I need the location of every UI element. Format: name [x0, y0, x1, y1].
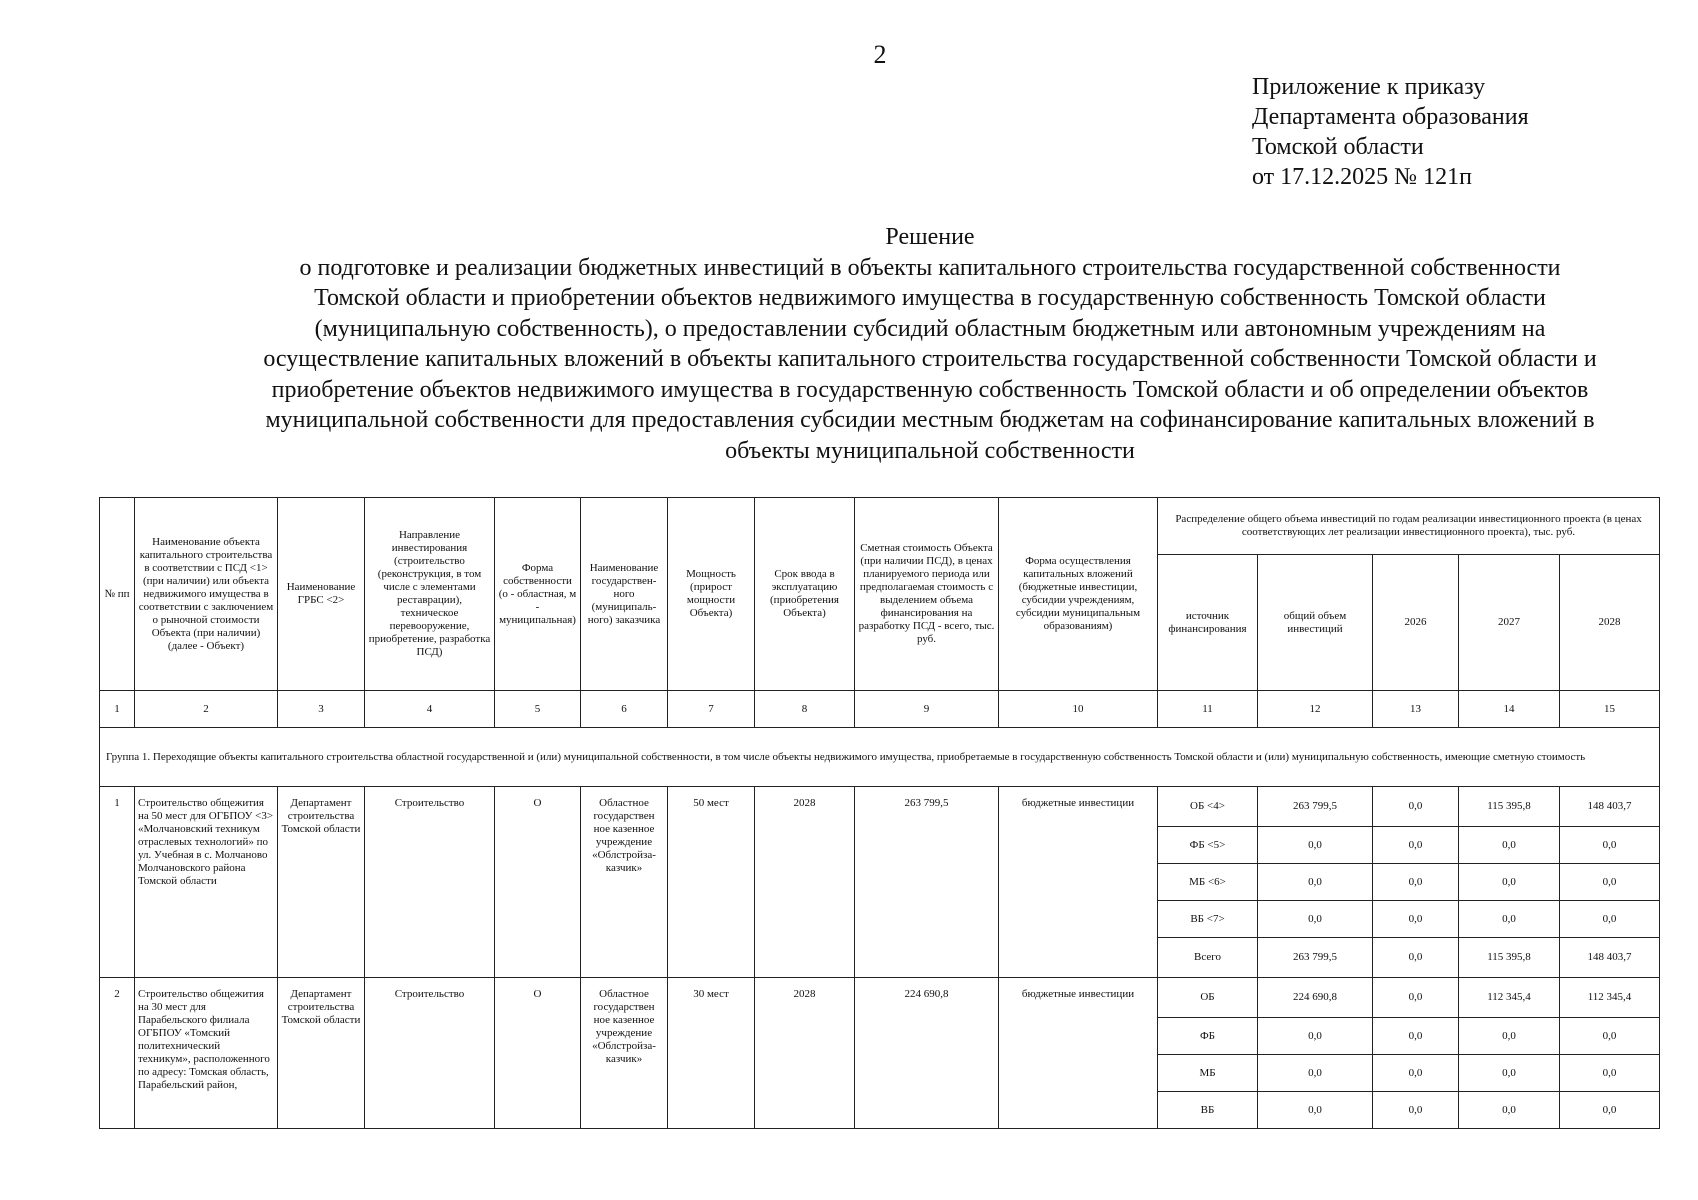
header-total: общий объем инвестиций — [1258, 555, 1373, 691]
column-number: 10 — [999, 691, 1158, 728]
source-cell: ФБ <5> — [1158, 827, 1258, 864]
appendix-line: Департамента образования — [1252, 104, 1529, 130]
header-object-name: Наименование объекта капитального строительства в соответствии с ПСД <1> (при наличии) или объекта недвижимого имущества в соответствии с заключением о рыночной стоимости Объекта (при наличии) (далее - Объект) — [135, 498, 278, 691]
header-year-2026: 2026 — [1373, 555, 1459, 691]
appendix-block — [1252, 72, 1529, 192]
column-number: 15 — [1560, 691, 1660, 728]
total-cell: 263 799,5 — [1258, 938, 1373, 978]
year-2027-cell: 115 395,8 — [1459, 938, 1560, 978]
row-ownership: О — [495, 787, 581, 978]
page-number: 2 — [873, 40, 887, 69]
row-object-name: Строительство общежития на 50 мест для ОГБПОУ <3> «Молчановский техникум отраслевых технологий» по ул. Учебная в с. Молчаново Молчановского района Томской области — [135, 787, 278, 978]
title-line: приобретение объектов недвижимого имущества в государственную собственность Томской области и об определении объектов — [271, 376, 1589, 403]
total-cell: 224 690,8 — [1258, 978, 1373, 1018]
column-number: 1 — [100, 691, 135, 728]
title-line: осуществление капитальных вложений в объекты капитального строительства государственной собственности Томской области и — [263, 346, 1597, 372]
year-2027-cell: 0,0 — [1459, 827, 1560, 864]
header-year-2027: 2027 — [1459, 555, 1560, 691]
year-2028-cell: 0,0 — [1560, 864, 1660, 901]
year-2026-cell: 0,0 — [1373, 901, 1459, 938]
year-2026-cell: 0,0 — [1373, 978, 1459, 1018]
total-cell: 263 799,5 — [1258, 787, 1373, 827]
year-2026-cell: 0,0 — [1373, 864, 1459, 901]
row-term: 2028 — [755, 978, 855, 1129]
source-cell: ВБ <7> — [1158, 901, 1258, 938]
year-2028-cell: 0,0 — [1560, 1055, 1660, 1092]
header-distribution: Распределение общего объема инвестиций по годам реализации инвестиционного проекта (в ценах соответствующих лет реализации инвестиционного проекта), тыс. руб. — [1158, 498, 1660, 555]
year-2027-cell: 112 345,4 — [1459, 978, 1560, 1018]
row-capacity: 30 мест — [668, 978, 755, 1129]
appendix-line: Приложение к приказу — [1252, 74, 1486, 100]
header-year-2028: 2028 — [1560, 555, 1660, 691]
row-customer: Областное государствен ное казенное учреждение «Облстройза-казчик» — [581, 787, 668, 978]
row-object-name: Строительство общежития на 30 мест для Парабельского филиала ОГБПОУ «Томский политехнический техникум», расположенного по адресу: Томская область, Парабельский район, — [135, 978, 278, 1129]
year-2027-cell: 0,0 — [1459, 901, 1560, 938]
column-number: 8 — [755, 691, 855, 728]
total-cell: 0,0 — [1258, 1018, 1373, 1055]
year-2028-cell: 0,0 — [1560, 1092, 1660, 1129]
investment-table — [99, 497, 1660, 1129]
year-2027-cell: 0,0 — [1459, 1092, 1560, 1129]
year-2026-cell: 0,0 — [1373, 1055, 1459, 1092]
header-customer: Наименование государствен-ного (муниципаль-ного) заказчика — [581, 498, 668, 691]
year-2028-cell: 0,0 — [1560, 901, 1660, 938]
year-2028-cell: 0,0 — [1560, 1018, 1660, 1055]
year-2026-cell: 0,0 — [1373, 1092, 1459, 1129]
header-term: Срок ввода в эксплуатацию (приобретения Объекта) — [755, 498, 855, 691]
source-cell: МБ <6> — [1158, 864, 1258, 901]
column-number: 3 — [278, 691, 365, 728]
year-2026-cell: 0,0 — [1373, 938, 1459, 978]
row-direction: Строительство — [365, 978, 495, 1129]
header-form: Форма осуществления капитальных вложений (бюджетные инвестиции, субсидии учреждениям, субсидии муниципальным образованиям) — [999, 498, 1158, 691]
year-2027-cell: 0,0 — [1459, 1055, 1560, 1092]
year-2026-cell: 0,0 — [1373, 827, 1459, 864]
year-2028-cell: 112 345,4 — [1560, 978, 1660, 1018]
source-cell: ОБ <4> — [1158, 787, 1258, 827]
column-number: 2 — [135, 691, 278, 728]
row-grbs: Департамент строительства Томской области — [278, 978, 365, 1129]
column-number: 9 — [855, 691, 999, 728]
column-number: 5 — [495, 691, 581, 728]
total-cell: 0,0 — [1258, 864, 1373, 901]
row-num: 1 — [100, 787, 135, 978]
row-cost: 224 690,8 — [855, 978, 999, 1129]
column-number: 7 — [668, 691, 755, 728]
year-2026-cell: 0,0 — [1373, 787, 1459, 827]
total-cell: 0,0 — [1258, 1092, 1373, 1129]
source-cell: ВБ — [1158, 1092, 1258, 1129]
table-row — [100, 978, 1660, 1018]
header-source: источник финансирования — [1158, 555, 1258, 691]
row-grbs: Департамент строительства Томской области — [278, 787, 365, 978]
column-number-row — [100, 691, 1660, 728]
table-row — [100, 787, 1660, 827]
total-cell: 0,0 — [1258, 901, 1373, 938]
row-term: 2028 — [755, 787, 855, 978]
title-line: Томской области и приобретении объектов недвижимого имущества в государственную собственность Томской области — [314, 285, 1546, 311]
year-2027-cell: 0,0 — [1459, 1018, 1560, 1055]
title-line: объекты муниципальной собственности — [725, 437, 1135, 464]
source-cell: Всего — [1158, 938, 1258, 978]
title-line: муниципальной собственности для предоставления субсидии местным бюджетам на софинансирование капитальных вложений в — [265, 407, 1595, 433]
group-title: Группа 1. Переходящие объекты капитального строительства областной государственной и (или) муниципальной собственности, в том числе объекты недвижимого имущества, приобретаемые в государственную собственность Томской области и (или) муниципальную собственность, имеющие сметную стоимость — [100, 728, 1660, 787]
row-direction: Строительство — [365, 787, 495, 978]
year-2028-cell: 148 403,7 — [1560, 938, 1660, 978]
header-cost: Сметная стоимость Объекта (при наличии ПСД), в ценах планируемого периода или предполагаемая стоимость с выделением объема финансирования на разработку ПСД - всего, тыс. руб. — [855, 498, 999, 691]
row-num: 2 — [100, 978, 135, 1129]
column-number: 13 — [1373, 691, 1459, 728]
column-number: 4 — [365, 691, 495, 728]
group-row — [100, 728, 1660, 787]
source-cell: ОБ — [1158, 978, 1258, 1018]
title-line: о подготовке и реализации бюджетных инвестиций в объекты капитального строительства государственной собственности — [299, 254, 1561, 281]
total-cell: 0,0 — [1258, 827, 1373, 864]
row-customer: Областное государствен ное казенное учреждение «Облстройза-казчик» — [581, 978, 668, 1129]
document-title — [150, 222, 1698, 466]
row-capacity: 50 мест — [668, 787, 755, 978]
title-line: (муниципальную собственность), о предоставлении субсидий областным бюджетным или автономным учреждениям на — [314, 315, 1546, 342]
row-form: бюджетные инвестиции — [999, 787, 1158, 978]
header-capacity: Мощность (прирост мощности Объекта) — [668, 498, 755, 691]
appendix-line: Томской области — [1252, 134, 1424, 160]
header-num: № пп — [100, 498, 135, 691]
header-ownership: Форма собственности (о - областная, м - муниципальная) — [495, 498, 581, 691]
column-number: 6 — [581, 691, 668, 728]
appendix-date-number: от 17.12.2025 № 121п — [1252, 164, 1472, 190]
column-number: 12 — [1258, 691, 1373, 728]
row-form: бюджетные инвестиции — [999, 978, 1158, 1129]
column-number: 11 — [1158, 691, 1258, 728]
title-heading: Решение — [885, 224, 975, 250]
header-grbs: Наименование ГРБС <2> — [278, 498, 365, 691]
year-2027-cell: 0,0 — [1459, 864, 1560, 901]
year-2028-cell: 0,0 — [1560, 827, 1660, 864]
year-2026-cell: 0,0 — [1373, 1018, 1459, 1055]
year-2028-cell: 148 403,7 — [1560, 787, 1660, 827]
column-number: 14 — [1459, 691, 1560, 728]
year-2027-cell: 115 395,8 — [1459, 787, 1560, 827]
row-cost: 263 799,5 — [855, 787, 999, 978]
row-ownership: О — [495, 978, 581, 1129]
header-direction: Направление инвестирования (строительство (реконструкция, в том числе с элементами реставрации), техническое перевооружение, приобретение, разработка ПСД) — [365, 498, 495, 691]
total-cell: 0,0 — [1258, 1055, 1373, 1092]
source-cell: ФБ — [1158, 1018, 1258, 1055]
source-cell: МБ — [1158, 1055, 1258, 1092]
